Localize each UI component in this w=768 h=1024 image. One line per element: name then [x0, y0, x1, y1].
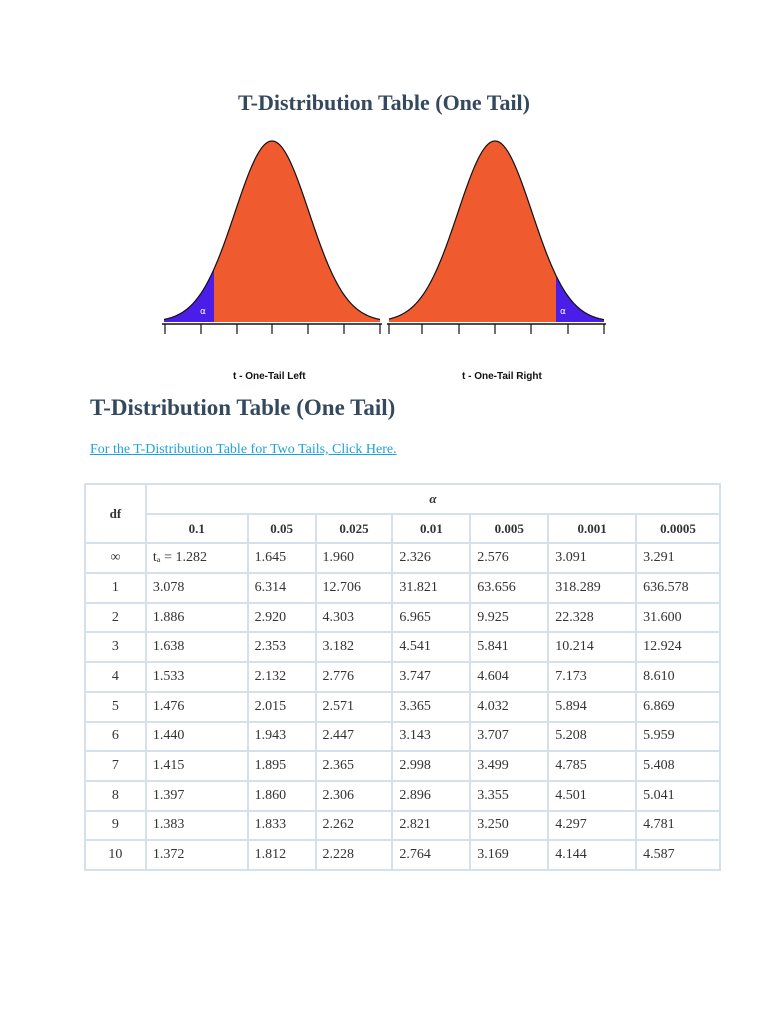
critical-value-cell: 31.821 — [392, 573, 470, 603]
critical-value-cell: 6.965 — [392, 603, 470, 633]
alpha-header: α — [146, 484, 720, 514]
alpha-level-header: 0.05 — [248, 514, 316, 544]
alpha-level-header: 0.01 — [392, 514, 470, 544]
critical-value-cell: 22.328 — [548, 603, 636, 633]
critical-value-cell: 9.925 — [470, 603, 548, 633]
critical-value-cell: 4.785 — [548, 751, 636, 781]
df-cell: 10 — [85, 840, 146, 870]
critical-value-cell: 1.415 — [146, 751, 248, 781]
alpha-level-header: 0.025 — [316, 514, 393, 544]
critical-value-cell: 3.747 — [392, 662, 470, 692]
alpha-level-header: 0.0005 — [636, 514, 720, 544]
critical-value-cell: 6.869 — [636, 692, 720, 722]
critical-value-cell: 3.365 — [392, 692, 470, 722]
critical-value-cell: 4.297 — [548, 811, 636, 841]
alpha-tail-region — [164, 269, 214, 322]
critical-value-cell: 6.314 — [248, 573, 316, 603]
critical-value-cell: 1.860 — [248, 781, 316, 811]
critical-value-cell: 2.998 — [392, 751, 470, 781]
critical-value-cell: 4.303 — [316, 603, 393, 633]
critical-value-cell: 1.638 — [146, 632, 248, 662]
critical-value-cell: 4.604 — [470, 662, 548, 692]
table-row — [85, 692, 720, 722]
critical-value-cell: 1.645 — [248, 543, 316, 573]
critical-value-cell: 2.896 — [392, 781, 470, 811]
table-row — [85, 543, 720, 573]
df-cell: 9 — [85, 811, 146, 841]
df-cell: 5 — [85, 692, 146, 722]
critical-value-cell: 1.886 — [146, 603, 248, 633]
critical-value-cell: 318.289 — [548, 573, 636, 603]
df-cell: 7 — [85, 751, 146, 781]
right-tail-curve — [387, 141, 606, 334]
critical-value-cell: 2.776 — [316, 662, 393, 692]
critical-value-cell: 4.032 — [470, 692, 548, 722]
alpha-level-header: 0.005 — [470, 514, 548, 544]
critical-value-cell: 4.587 — [636, 840, 720, 870]
df-cell: 1 — [85, 573, 146, 603]
critical-value-cell: 2.920 — [248, 603, 316, 633]
critical-value-cell: 3.143 — [392, 722, 470, 752]
section-title: T-Distribution Table (One Tail) — [90, 395, 396, 420]
alpha-level-header: 0.1 — [146, 514, 248, 544]
t-distribution-figure — [160, 128, 610, 380]
left-tail-curve — [162, 141, 382, 334]
critical-value-cell: 63.656 — [470, 573, 548, 603]
alpha-level-header: 0.001 — [548, 514, 636, 544]
critical-value-cell: 2.764 — [392, 840, 470, 870]
header-row-levels — [85, 514, 720, 544]
critical-value-cell: 1.812 — [248, 840, 316, 870]
critical-value-cell: 2.571 — [316, 692, 393, 722]
table-row — [85, 632, 720, 662]
distribution-body — [164, 141, 380, 322]
df-cell: 4 — [85, 662, 146, 692]
critical-value-cell: 1.833 — [248, 811, 316, 841]
critical-value-cell: 12.924 — [636, 632, 720, 662]
table-row — [85, 840, 720, 870]
critical-value-cell: 1.960 — [316, 543, 393, 573]
df-cell: 6 — [85, 722, 146, 752]
critical-value-cell: 2.821 — [392, 811, 470, 841]
table-row — [85, 751, 720, 781]
critical-value-cell: 1.397 — [146, 781, 248, 811]
critical-value-cell: 5.894 — [548, 692, 636, 722]
critical-value-cell: 4.541 — [392, 632, 470, 662]
df-cell: 8 — [85, 781, 146, 811]
critical-value-cell: 2.576 — [470, 543, 548, 573]
critical-value-cell: 3.707 — [470, 722, 548, 752]
t-distribution-table — [84, 483, 721, 871]
alpha-label: α — [560, 307, 566, 317]
critical-value-cell: 636.578 — [636, 573, 720, 603]
critical-value-cell: 2.353 — [248, 632, 316, 662]
alpha-label: α — [200, 307, 206, 317]
header-row-alpha — [85, 484, 720, 514]
left-tail-caption: t - One-Tail Left — [233, 371, 306, 382]
critical-value-cell: 8.610 — [636, 662, 720, 692]
critical-value-cell: 5.959 — [636, 722, 720, 752]
distribution-body — [389, 141, 604, 322]
distribution-curves — [160, 128, 610, 380]
table-row — [85, 573, 720, 603]
critical-value-cell: 5.208 — [548, 722, 636, 752]
critical-value-cell: 1.440 — [146, 722, 248, 752]
critical-value-cell: 31.600 — [636, 603, 720, 633]
critical-value-cell: 4.501 — [548, 781, 636, 811]
table-row — [85, 781, 720, 811]
critical-value-cell: 2.132 — [248, 662, 316, 692]
critical-value-cell: 1.943 — [248, 722, 316, 752]
critical-value-cell: 2.365 — [316, 751, 393, 781]
critical-value-cell: 3.182 — [316, 632, 393, 662]
critical-value-cell: 3.355 — [470, 781, 548, 811]
critical-value-cell: 2.326 — [392, 543, 470, 573]
critical-value-cell: 3.250 — [470, 811, 548, 841]
critical-value-cell: 2.447 — [316, 722, 393, 752]
critical-value-cell: 12.706 — [316, 573, 393, 603]
table-row — [85, 603, 720, 633]
df-header: df — [85, 484, 146, 543]
critical-value-cell: 4.144 — [548, 840, 636, 870]
critical-value-cell: 3.499 — [470, 751, 548, 781]
critical-value-cell: 7.173 — [548, 662, 636, 692]
critical-value-cell: 3.291 — [636, 543, 720, 573]
critical-value-cell: 2.306 — [316, 781, 393, 811]
table-row — [85, 662, 720, 692]
critical-value-cell: 1.372 — [146, 840, 248, 870]
figure-title: T-Distribution Table (One Tail) — [237, 90, 530, 115]
critical-value-cell: 2.015 — [248, 692, 316, 722]
table-row — [85, 811, 720, 841]
df-cell: ∞ — [85, 543, 146, 573]
critical-value-cell: 4.781 — [636, 811, 720, 841]
critical-value-cell: 1.476 — [146, 692, 248, 722]
critical-value-cell: 5.841 — [470, 632, 548, 662]
critical-value-cell: 5.041 — [636, 781, 720, 811]
critical-value-cell: 2.228 — [316, 840, 393, 870]
table-row — [85, 722, 720, 752]
critical-value-cell: tₐ = 1.282 — [146, 543, 248, 573]
critical-value-cell: 3.078 — [146, 573, 248, 603]
right-tail-caption: t - One-Tail Right — [462, 371, 542, 382]
critical-value-cell: 1.895 — [248, 751, 316, 781]
critical-value-cell: 10.214 — [548, 632, 636, 662]
df-cell: 3 — [85, 632, 146, 662]
critical-value-cell: 2.262 — [316, 811, 393, 841]
df-cell: 2 — [85, 603, 146, 633]
two-tail-table-link[interactable]: For the T-Distribution Table for Two Tails, Click Here. — [90, 442, 397, 457]
critical-value-cell: 1.383 — [146, 811, 248, 841]
critical-value-cell: 5.408 — [636, 751, 720, 781]
critical-value-cell: 3.169 — [470, 840, 548, 870]
critical-value-cell: 1.533 — [146, 662, 248, 692]
critical-value-cell: 3.091 — [548, 543, 636, 573]
